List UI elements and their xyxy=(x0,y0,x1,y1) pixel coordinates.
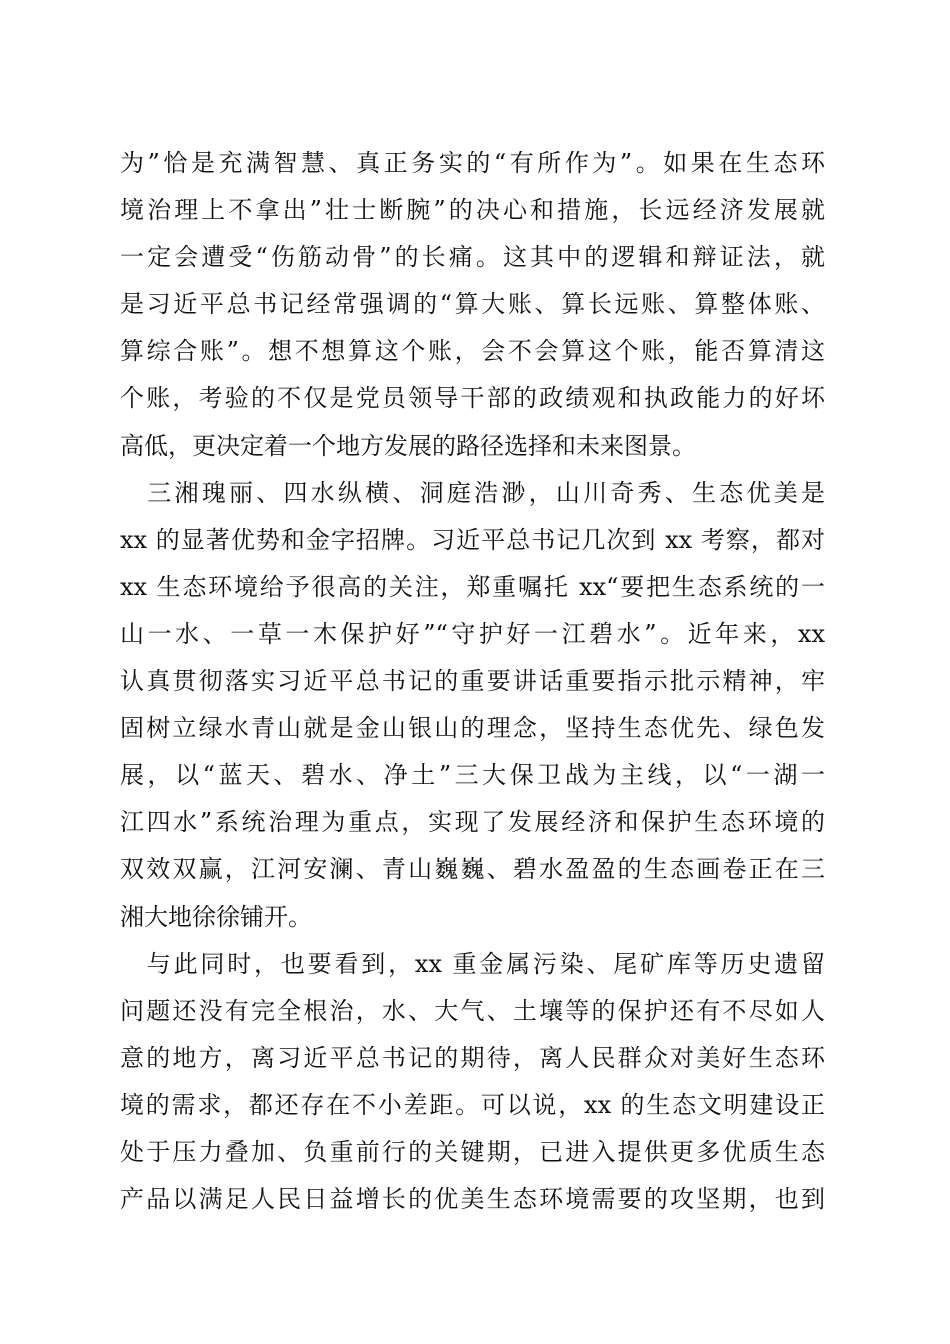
text-line: 境的需求，都还存在不小差距。可以说，xx 的生态文明建设正 xyxy=(120,1090,825,1119)
text-line: 问题还没有完全根治，水、大气、土壤等的保护还有不尽如人 xyxy=(120,996,825,1025)
text-line: 三湘瑰丽、四水纵横、洞庭浩渺，山川奇秀、生态优美是 xyxy=(120,478,825,507)
text-line: 与此同时，也要看到，xx 重金属污染、尾矿库等历史遗留 xyxy=(120,949,825,978)
text-line: 境治理上不拿出”壮士断腕”的决心和措施，长远经济发展就 xyxy=(120,196,825,225)
text-line: 算综合账”。想不想算这个账，会不会算这个账，能否算清这 xyxy=(120,337,825,366)
text-line: 处于压力叠加、负重前行的关键期，已进入提供更多优质生态 xyxy=(120,1137,825,1166)
text-line: 个账，考验的不仅是党员领导干部的政绩观和执政能力的好坏 xyxy=(120,384,825,413)
text-line: 高低，更决定着一个地方发展的路径选择和未来图景。 xyxy=(120,431,696,460)
text-line: 湘大地徐徐铺开。 xyxy=(120,902,312,931)
text-line: 是习近平总书记经常强调的“算大账、算长远账、算整体账、 xyxy=(120,290,825,319)
text-line: 山一水、一草一木保护好”“守护好一江碧水”。近年来，xx xyxy=(120,619,825,648)
text-line: 认真贯彻落实习近平总书记的重要讲话重要指示批示精神，牢 xyxy=(120,667,825,696)
text-line: 固树立绿水青山就是金山银山的理念，坚持生态优先、绿色发 xyxy=(120,714,825,743)
text-line: 江四水”系统治理为重点，实现了发展经济和保护生态环境的 xyxy=(120,808,825,837)
text-line: 一定会遭受“伤筋动骨”的长痛。这其中的逻辑和辩证法，就 xyxy=(120,243,825,272)
body-text xyxy=(120,140,825,1223)
text-line: 展，以“蓝天、碧水、净土”三大保卫战为主线，以“一湖一 xyxy=(120,761,825,790)
text-line: xx 生态环境给予很高的关注，郑重嘱托 xx“要把生态系统的一 xyxy=(120,572,825,601)
text-line: 产品以满足人民日益增长的优美生态环境需要的攻坚期，也到 xyxy=(120,1185,825,1214)
text-line: xx 的显著优势和金字招牌。习近平总书记几次到 xx 考察，都对 xyxy=(120,525,825,554)
text-line: 意的地方，离习近平总书记的期待，离人民群众对美好生态环 xyxy=(120,1043,825,1072)
text-line: 为”恰是充满智慧、真正务实的“有所作为”。如果在生态环 xyxy=(120,149,825,177)
text-line: 双效双赢，江河安澜、青山巍巍、碧水盈盈的生态画卷正在三 xyxy=(120,855,825,884)
